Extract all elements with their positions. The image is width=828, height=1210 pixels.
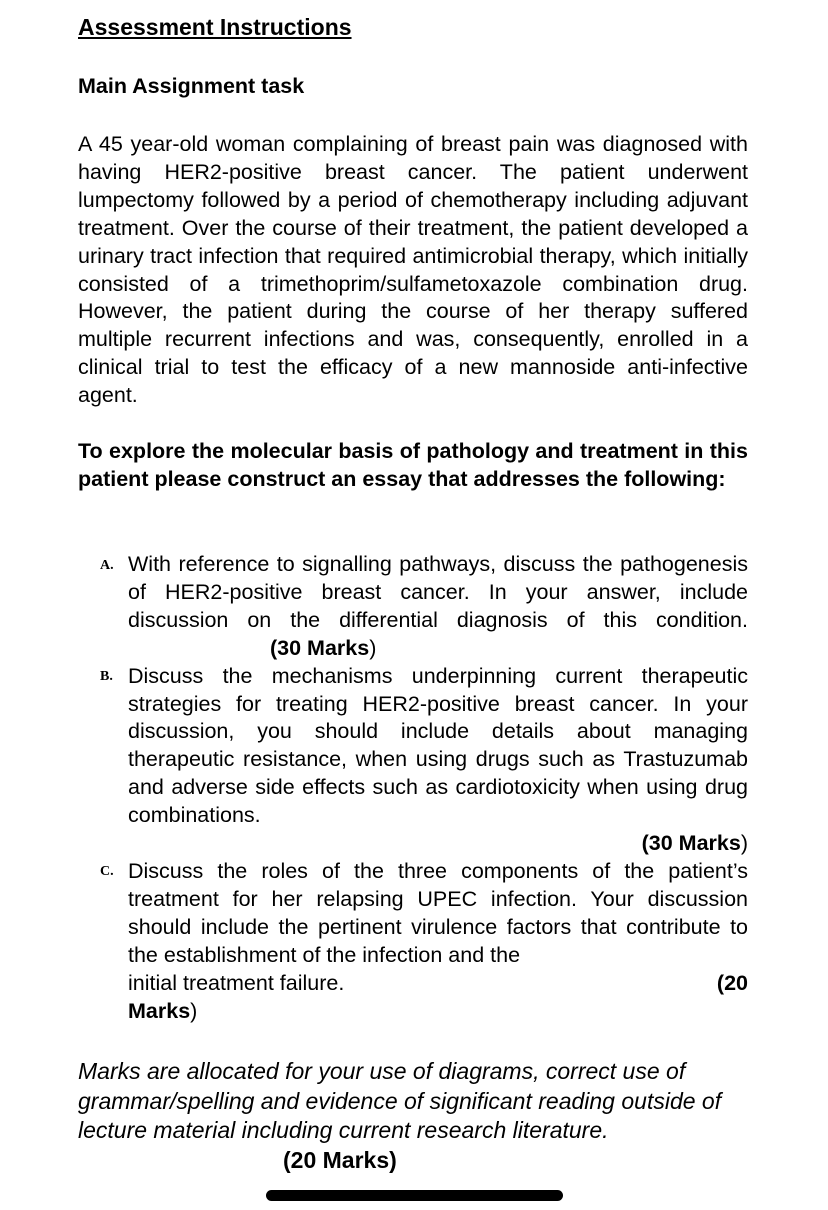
marks-close: ) — [740, 831, 748, 856]
marking-note-marks: (20 Marks) — [283, 1146, 397, 1173]
marking-note-text: Marks are allocated for your use of diagrams, correct use of grammar/spelling and evidence of significant reading outside of lecture material including current research literature. — [78, 1058, 722, 1143]
list-item-task-b — [100, 663, 748, 858]
marks-label: (30 Marks — [270, 635, 370, 660]
list-marker: C. — [100, 863, 114, 879]
marks-label: (30 Marks — [641, 831, 741, 856]
list-item-task-c — [100, 858, 748, 1025]
essay-prompt: To explore the molecular basis of pathology and treatment in this patient please construct an essay that addresses the following: — [78, 439, 748, 491]
marking-note — [78, 1057, 758, 1175]
marks-label: (20 — [716, 970, 748, 995]
task-text: With reference to signalling pathways, discuss the pathogenesis of HER2-positive breast cancer. In your answer, include discussion on the differential diagnosis of this condition. — [128, 552, 748, 632]
task-list — [100, 551, 748, 1025]
task-text-last-line: initial treatment failure. — [128, 970, 345, 995]
marks-close: ) — [369, 635, 377, 660]
case-description: A 45 year-old woman complaining of breast pain was diagnosed with having HER2-positive breast cancer. The patient underwent lumpectomy followed by a period of chemotherapy including adjuvant treatment. Over the course of their treatment, the patient developed a urinary tract infection that required antimicrobial therapy, which initially consisted of a trimethoprim/sulfametoxazole combination drug. However, the patient during the course of her therapy suffered multiple recurrent infections and was, consequently, enrolled in a clinical trial to test the efficacy of a new mannoside anti-infective agent. — [78, 132, 748, 408]
list-marker: A. — [100, 558, 114, 573]
marks-word: Marks — [128, 998, 191, 1023]
page-title: Assessment Instructions — [78, 14, 352, 40]
task-text: Discuss the roles of the three components of the patient’s treatment for her relapsing UPEC infection. Your discussion should include the pertinent virulence factors that contribute to the establishment of the infection and the — [128, 858, 748, 967]
list-marker: B. — [100, 668, 113, 684]
home-indicator[interactable] — [266, 1190, 563, 1201]
section-heading: Main Assignment task — [78, 74, 305, 98]
list-item-task-a — [100, 551, 748, 663]
marks-close: ) — [190, 998, 198, 1023]
task-text: Discuss the mechanisms underpinning current therapeutic strategies for treating HER2-positive breast cancer. In your discussion, you should include details about managing therapeutic resistance, when using drugs such as Trastuzumab and adverse side effects such as cardiotoxicity when using drug combinations. — [128, 663, 748, 828]
